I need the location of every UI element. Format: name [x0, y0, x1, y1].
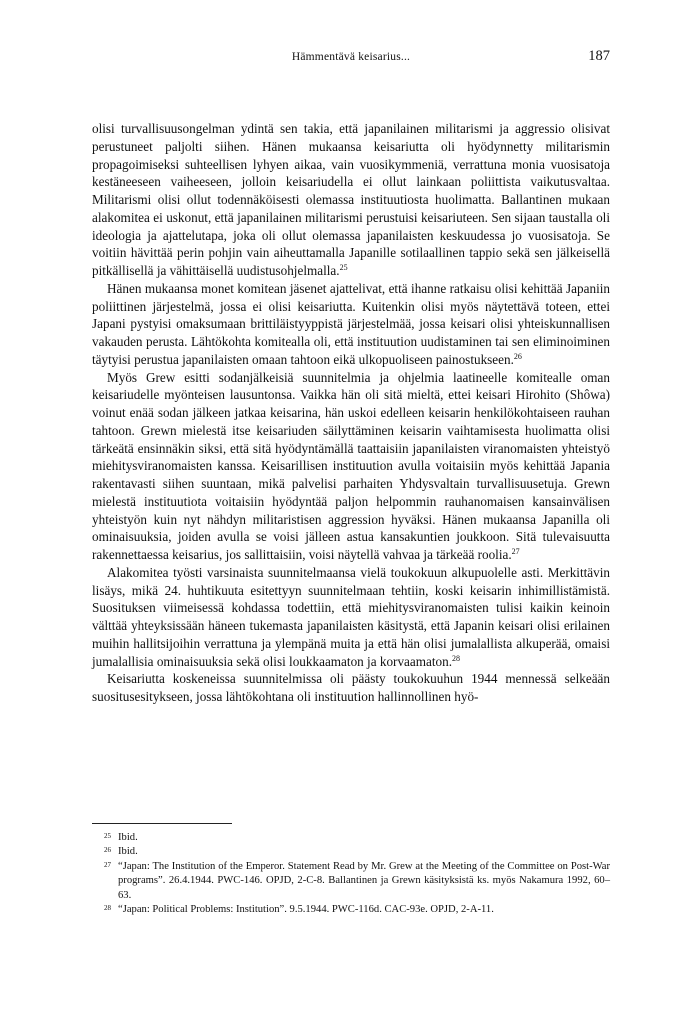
- footnote-number: 27: [104, 860, 111, 869]
- paragraph: [92, 670, 610, 706]
- footnotes: [92, 831, 610, 917]
- footnote-text: Ibid.: [118, 832, 138, 843]
- footnote: [92, 845, 610, 859]
- footnote-separator: [92, 823, 232, 824]
- footnote-number: 26: [104, 846, 111, 855]
- footnote-reference: 28: [452, 653, 461, 663]
- footnote-text: Ibid.: [118, 846, 138, 858]
- footnote-reference: 25: [339, 263, 348, 272]
- page-header: [92, 48, 610, 70]
- paragraph-text: Alakomitea työsti varsinaista suunnitelmaansa vielä toukokuun alkupuolelle asti. Merkittävin lisäys, mikä 24. huhtikuuta esitettyyn suunnitelmaan tehtiin, koski keisarin inhimillistämistä. Suosituksen viimeisessä kohdassa todettiin, että miehitysviranomaisten tulisi kaikin keinoin välttää yhteyksissään häneen tukemasta japanilaisten käsitystä, että Japanin keisari olisi erilainen muihin hallitsijoihin verrattuna ja ylempänä muita ja että hän olisi jumalallista alkuperää, omaisi jumalallisia ominaisuuksia sekä olisi loukkaamaton ja korvaamaton.: [92, 564, 610, 669]
- footnote-reference: 27: [511, 547, 520, 556]
- footnote-text: “Japan: Political Problems: Institution”. 9.5.1944. PWC-116d. CAC-93e. OPJD, 2-A-11.: [118, 904, 494, 916]
- footnote-number: 25: [104, 832, 111, 840]
- paragraph-text: Keisariutta koskeneissa suunnitelmissa oli päästy toukokuuhun 1944 mennessä selkeään suositusesitykseen, jossa lähtökohtana oli instituution hallinnollinen hyö-: [92, 671, 610, 704]
- paragraph-text: Hänen mukaansa monet komitean jäsenet ajattelivat, että ihanne ratkaisu olisi kehittää Japaniin poliittinen järjestelmä, jossa ei olisi keisariutta. Kuitenkin olisi myös näytettävä toteen, ettei Japani pystyisi omaksumaan brittiläistyyppistä järjestelmää, jossa keisari olisi yhteiskunnallisen vakauden perusta. Lähtökohta komitealla oli, että instituution uudistaminen tai sen eliminoiminen täytyisi perustua japanilaisten omaan tahtoon eikä ulkopuoliseen painostukseen.: [92, 280, 610, 367]
- footnote: [92, 903, 610, 917]
- paragraph: [92, 564, 610, 671]
- body-text: [92, 120, 610, 706]
- running-title: Hämmentävä keisarius...: [291, 51, 411, 63]
- page-number: 187: [588, 48, 610, 64]
- footnote-number: 28: [104, 904, 111, 913]
- paragraph: [92, 120, 610, 280]
- paragraph: [92, 369, 610, 564]
- paragraph-text: Myös Grew esitti sodanjälkeisiä suunnitelmia ja ohjelmia laatineelle komitealle oman keisariudelle myönteisen lausuntonsa. Vaikka hän oli sitä mieltä, ettei keisari Hirohito (Shôwa) voinut enää sodan jälkeen jatkaa keisarina, hän uskoi edelleen keisarin henkilökohtaiseen rauhan tahtoon. Grewn mielestä itse keisariuden säilyttäminen keisarin vaihtamisesta huolimatta olisi tärkeätä ensinnäkin siksi, että sitä hyödyntämällä taattaisiin japanilaisten viranomaisten yhteistyö miehitysviranomaisten kanssa. Keisarillisen instituution avulla voitaisiin myös kehittää Japania rakentavasti siihen suuntaan, mikä palvelisi parhaiten Yhdysvaltain turvallisuusetuja. Grewn mielestä instituutiota voitaisiin hyödyntää paljon helpommin rauhanomaisen kansainvälisen yhteistyön kuin nyt nähdyn militaristisen aggression hyväksi. Hänen mukaansa Japanilla oli ominaisuuksia, joiden avulla se voisi jälleen astua kansakuntien joukkoon. Sitä tulevaisuutta rakennettaessa keisarius, jos sallittaisiin, voisi näytellä vahvaa ja tärkeää roolia.: [92, 369, 610, 562]
- paragraph: [92, 280, 610, 369]
- footnote-reference: 26: [513, 351, 522, 361]
- footnote: [92, 831, 610, 845]
- footnote-text: “Japan: The Institution of the Emperor. Statement Read by Mr. Grew at the Meeting of the Committee on Post-War programs”. 26.4.1944. PWC-146. OPJD, 2-C-8. Ballantinen ja Grewn käsityksistä ks. myös Nakamura 1992, 60–63.: [118, 860, 610, 901]
- footnote: [92, 860, 610, 903]
- paragraph-text: olisi turvallisuusongelman ydintä sen takia, että japanilainen militarismi ja aggressio olisivat perustuneet paljolti siihen. Hänen mukaansa keisariutta oli hyödynnetty militarismin propagoimiseksi suhteellisen lyhyen aikaa, vain vuosikymmeniä, verrattuna monia vuosisatoja kestäneeseen vaiheeseen, jolloin keisariudella ei ollut lainkaan poliittista vaikutusvaltaa. Militarismi olisi ollut todennäköisesti olemassa instituutiosta huolimatta. Ballantinen mukaan alakomitea ei uskonut, että japanilainen militarismi perustuisi keisariuteen. Sen sijaan taustalla oli ideologia ja ajattelutapa, joka oli ollut olemassa japanilaisten keskuudessa jo vuosisatoja. Se voitiin hävittää perin pohjin vain aiheuttamalla Japanille sotilaallinen tappio sekä sen jälkeisellä pitkällisellä ja vähittäisellä uudistusohjelmalla.: [92, 121, 610, 278]
